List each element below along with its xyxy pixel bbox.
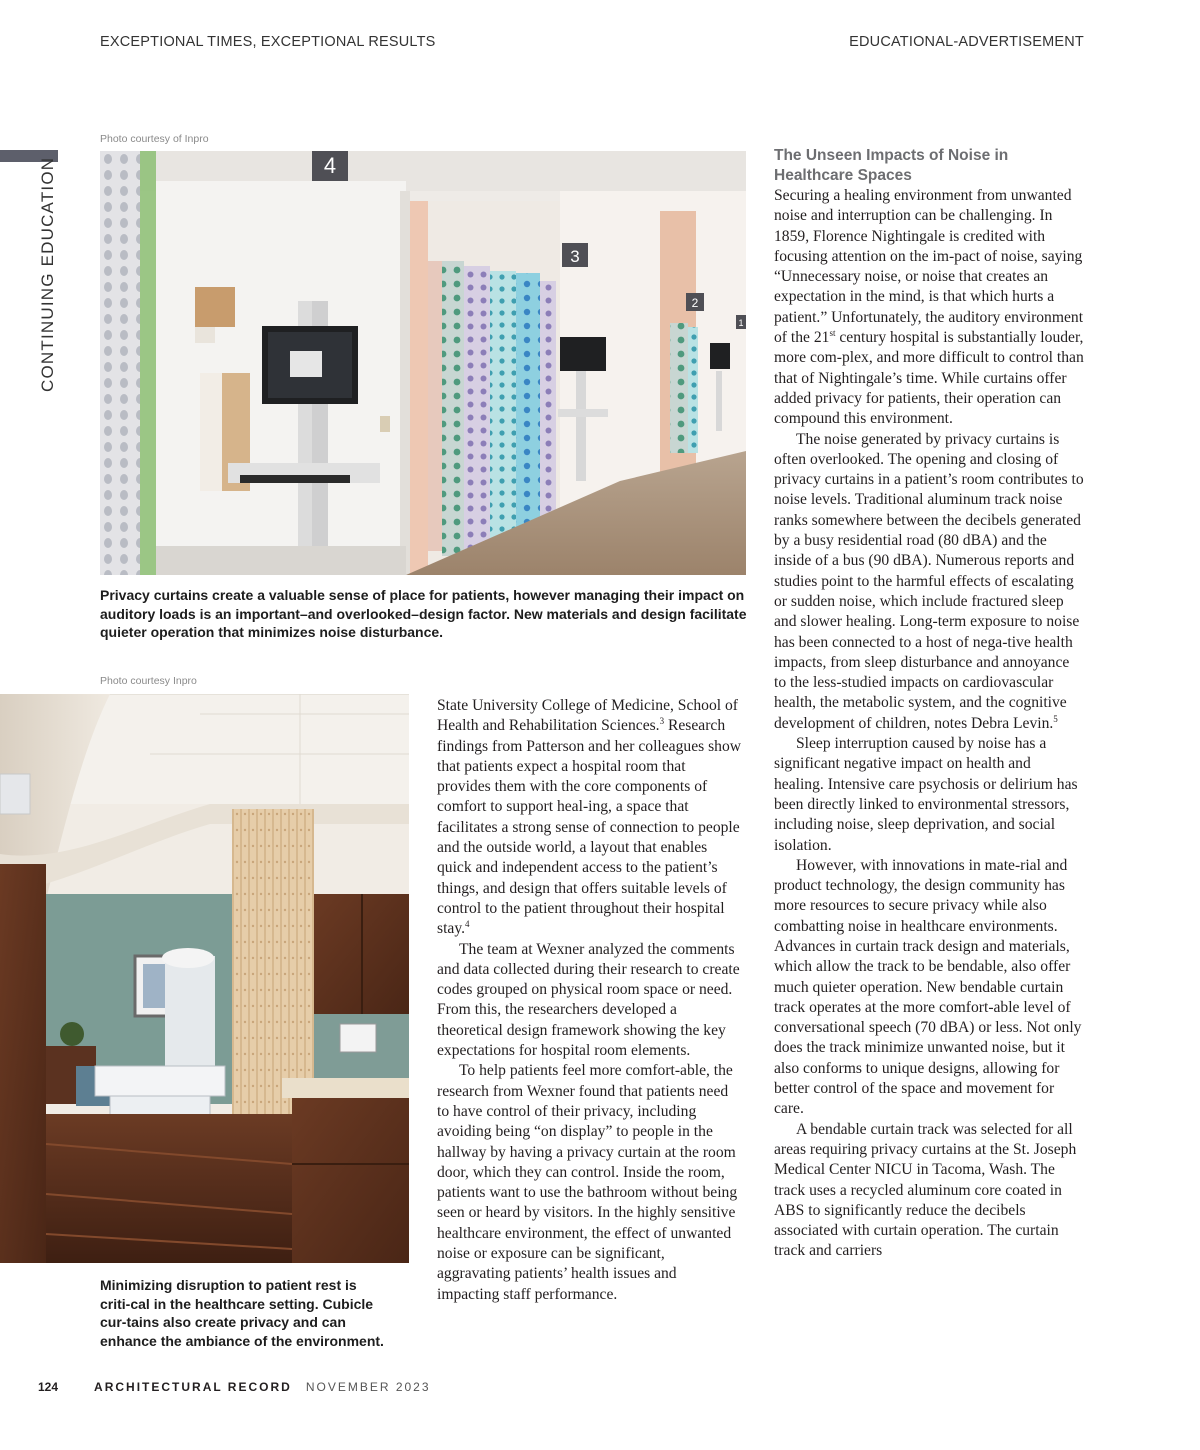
right-paragraph-2: The noise generated by privacy curtains is often overlooked. The opening and closing of privacy curtains in a patient’s room contributes to noise levels. Traditional aluminum track noise ranks somewhere between the decibels generated by a busy residential road (80 dBA) and the inside of a bus (90 dBA). Numerous reports and studies point to the harmful effects of escalating or sudden noise, which include fractured sleep and slower healing. Long-term exposure to noise has been connected to a host of nega-tive health impacts, from sleep disturbance and annoyance to the less-studied impacts on cardiovascular health, the metabolic system, and the cognitive development of children, notes Debra Levin.$^5$ bbox=[774, 430, 1084, 732]
room-number-4: 4 bbox=[323, 153, 337, 178]
ordinal-suffix: st bbox=[829, 327, 836, 338]
photo-credit-2: Photo courtesy Inpro bbox=[100, 675, 197, 687]
photo-caption-2: Minimizing disruption to patient rest is criti-cal in the healthcare setting. Cubicle cur-tains also create privacy and can enhance the ambiance of the environment. bbox=[100, 1277, 384, 1349]
issue-date: NOVEMBER 2023 bbox=[305, 1380, 431, 1394]
middle-paragraph-3: To help patients feel more comfort-able, the research from Wexner found that patients need to have control of their privacy, including avoiding being “on display” to people in the hallway by having a privacy curtain at the room door, which they can control. Inside the room, patients want to use the bathroom without being seen or heard by visitors. In the highly sensitive healthcare environment, the effect of unwanted noise or exposure can be significant, aggravating patients’ health issues and impacting staff performance. bbox=[437, 1062, 738, 1303]
photo-nicu-room bbox=[0, 694, 409, 1263]
photo-caption-1: Privacy curtains create a valuable sense of place for patients, however managing their impact on auditory loads is an important–and overlooked–design factor. New materials and design facilitate quieter operation that minimizes noise disturbance. bbox=[100, 587, 747, 640]
running-header-right: EDUCATIONAL-ADVERTISEMENT bbox=[849, 34, 1084, 50]
section-side-label: CONTINUING EDUCATION bbox=[38, 156, 57, 392]
middle-paragraph-2: The team at Wexner analyzed the comments and data collected during their research to create codes grouped on physical room space or need. From this, the researchers developed a theoretical design framework showing the key expectations for hospital room elements. bbox=[437, 940, 740, 1060]
section-heading: The Unseen Impacts of Noise in Healthcare Spaces bbox=[774, 147, 1009, 184]
right-paragraph-5: A bendable curtain track was selected for all areas requiring privacy curtains at the St. Joseph Medical Center NICU in Tacoma, Wash. The track uses a recycled aluminum core coated in ABS to significantly reduce the decibels associated with curtain operation. The curtain track and carriers bbox=[774, 1120, 1077, 1260]
running-header-left: EXCEPTIONAL TIMES, EXCEPTIONAL RESULTS bbox=[100, 34, 436, 50]
body-column-middle bbox=[437, 696, 742, 1305]
room-number-3: 3 bbox=[570, 247, 580, 266]
right-paragraph-1: Securing a healing environment from unwanted noise and interruption can be challenging. In 1859, Florence Nightingale is credited with focusing attention on the im-pact of noise, saying “Unnecessary noise, or noise that creates an expectation in the mind, is that which hurts a patient.” Unfortunately, the auditory environment of the 21st century hospital is substantially louder, more com-plex, and more difficult to control than that of Nightingale’s time. While curtains offer added privacy for patients, their operation can compound this environment. bbox=[774, 187, 1084, 428]
right-paragraph-4: However, with innovations in mate-rial and product technology, the design community has more resources to secure privacy while also combatting noise in healthcare environments. Advances in curtain track design and materials, which allow the track to be bendable, also offer much quieter operation. New bendable curtain track operates at the more comfort-able level of conversational speech (70 dBA) or less. Not only does the track minimize unwanted noise, but it also conforms to unique designs, allowing for better control of the space and movement for care. bbox=[774, 856, 1082, 1118]
body-column-right bbox=[774, 146, 1084, 1262]
footnote-ref-5: 5 bbox=[1053, 713, 1058, 724]
right-paragraph-3: Sleep interruption caused by noise has a significant negative impact on health and healing. Intensive care psychosis or delirium has been directly linked to environmental stressors, including noise, sleep deprivation, and social isolation. bbox=[774, 735, 1078, 854]
room-number-2: 2 bbox=[691, 296, 699, 310]
footnote-ref-3: 3 bbox=[659, 716, 665, 727]
page-number: 124 bbox=[38, 1380, 59, 1394]
room-number-1: 1 bbox=[738, 318, 744, 328]
magazine-name: ARCHITECTURAL RECORD bbox=[94, 1380, 292, 1394]
middle-paragraph-1: State University College of Medicine, School of Health and Rehabilitation Sciences.$^3$ Research findings from Patterson and her colleagues show that patients expect a hospital room that provides them with the core components of comfort to support heal-ing, a space that facilitates a strong sense of connection to people and the outside world, a layout that enables quick and independent access to the patient’s things, and design that offers suitable levels of control to the patient throughout their hospital stay.$^4$ bbox=[437, 697, 742, 938]
photo-hospital-corridor bbox=[100, 151, 746, 575]
page-footer bbox=[38, 1380, 431, 1394]
footnote-ref-4: 4 bbox=[465, 919, 470, 930]
photo-credit-1: Photo courtesy of Inpro bbox=[100, 133, 209, 145]
